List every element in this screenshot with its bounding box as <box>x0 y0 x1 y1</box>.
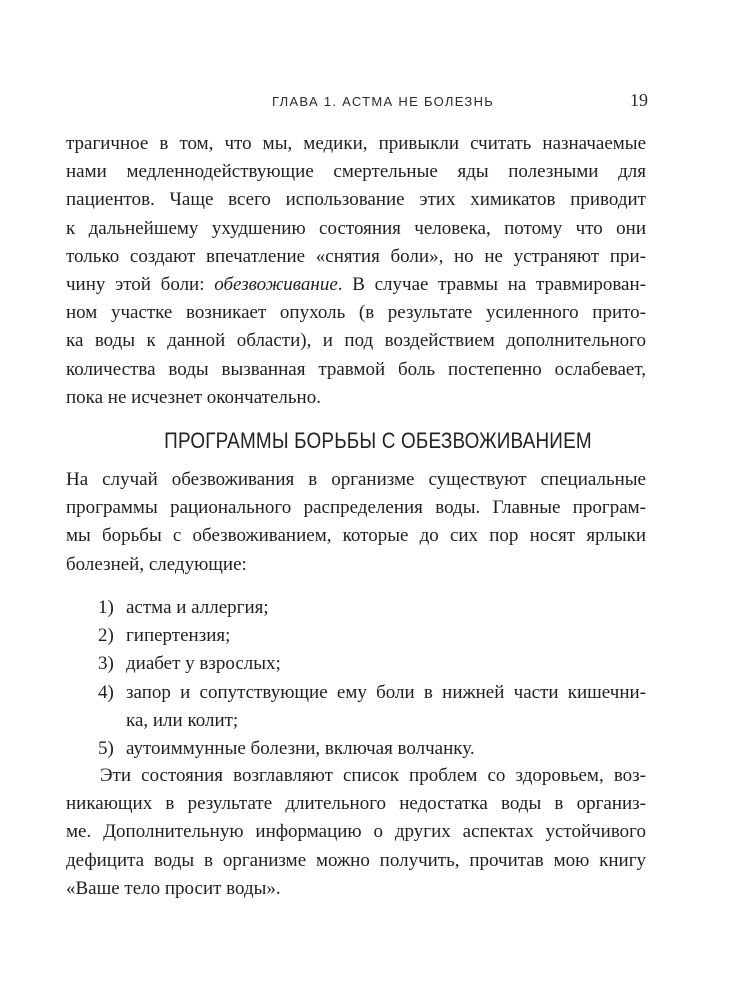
paragraph-closing <box>66 762 646 903</box>
list-text: диабет у взрослых; <box>126 653 281 675</box>
list-text: гипертензия; <box>126 625 231 647</box>
italic-term: обезвоживание <box>214 274 338 296</box>
text-line: Эти состояния возглавляют список проблем со здоровьем, воз- <box>100 765 646 786</box>
text-line: ме. Дополнительную информацию о других аспектах устойчивого <box>66 821 646 843</box>
list-text: запор и сопутствующие ему боли в нижней части кишечни- <box>126 681 646 703</box>
text-line: к дальнейшему ухудшению состояния человека, потому что они <box>66 217 646 239</box>
page-number: 19 <box>630 90 648 110</box>
section-heading: ПРОГРАММЫ БОРЬБЫ С ОБЕЗВОЖИВАНИЕМ <box>164 428 592 453</box>
text-line: программы рационального распределения воды. Главные програм- <box>66 497 646 519</box>
list-item <box>98 735 646 763</box>
running-head: ГЛАВА 1. АСТМА НЕ БОЛЕЗНЬ <box>272 94 495 109</box>
paragraph-intro <box>66 466 646 579</box>
text-line-with-italic <box>66 271 646 299</box>
text-run: чину этой боли: <box>66 274 215 296</box>
text-line: На случай обезвоживания в организме существуют специальные <box>66 469 646 490</box>
text-run: . В случае травмы на травмирован- <box>337 274 646 296</box>
text-line: нами медленнодействующие смертельные яды полезными для <box>66 161 646 183</box>
text-line: никающих в результате длительного недостатка воды в организ- <box>66 793 646 815</box>
text-line: дефицита воды в организме можно получить, прочитав мою книгу <box>66 849 646 871</box>
numbered-list <box>98 594 646 763</box>
list-number: 4) <box>98 681 114 703</box>
list-item <box>98 594 646 622</box>
text-line: трагичное в том, что мы, медики, привыкли считать назначаемые <box>66 133 646 154</box>
list-text: астма и аллергия; <box>126 597 269 618</box>
list-item <box>98 679 646 735</box>
text-line: ка воды к данной области), и под воздействием дополнительного <box>66 330 646 352</box>
text-line: «Ваше тело просит воды». <box>66 877 281 899</box>
text-line: пациентов. Чаще всего использование этих химикатов приводит <box>66 189 646 211</box>
list-item <box>98 650 646 678</box>
list-number: 2) <box>98 625 114 647</box>
text-line: ном участке возникает опухоль (в результате усиленного прито- <box>66 302 646 324</box>
list-number: 1) <box>98 597 114 618</box>
list-number: 5) <box>98 738 114 760</box>
list-text: аутоиммунные болезни, включая волчанку. <box>126 738 475 760</box>
list-text: ка, или колит; <box>126 709 239 731</box>
text-line: пока не исчезнет окончательно. <box>66 386 321 408</box>
list-item <box>98 622 646 650</box>
text-line: мы борьбы с обезвоживанием, которые до сих пор носят ярлыки <box>66 525 646 547</box>
text-line: только создают впечатление «снятия боли», но не устраняют при- <box>66 245 646 267</box>
text-line: болезней, следующие: <box>66 553 247 575</box>
paragraph-continuation <box>66 130 646 412</box>
list-number: 3) <box>98 653 114 675</box>
text-line: количества воды вызванная травмой боль постепенно ослабевает, <box>66 358 646 380</box>
